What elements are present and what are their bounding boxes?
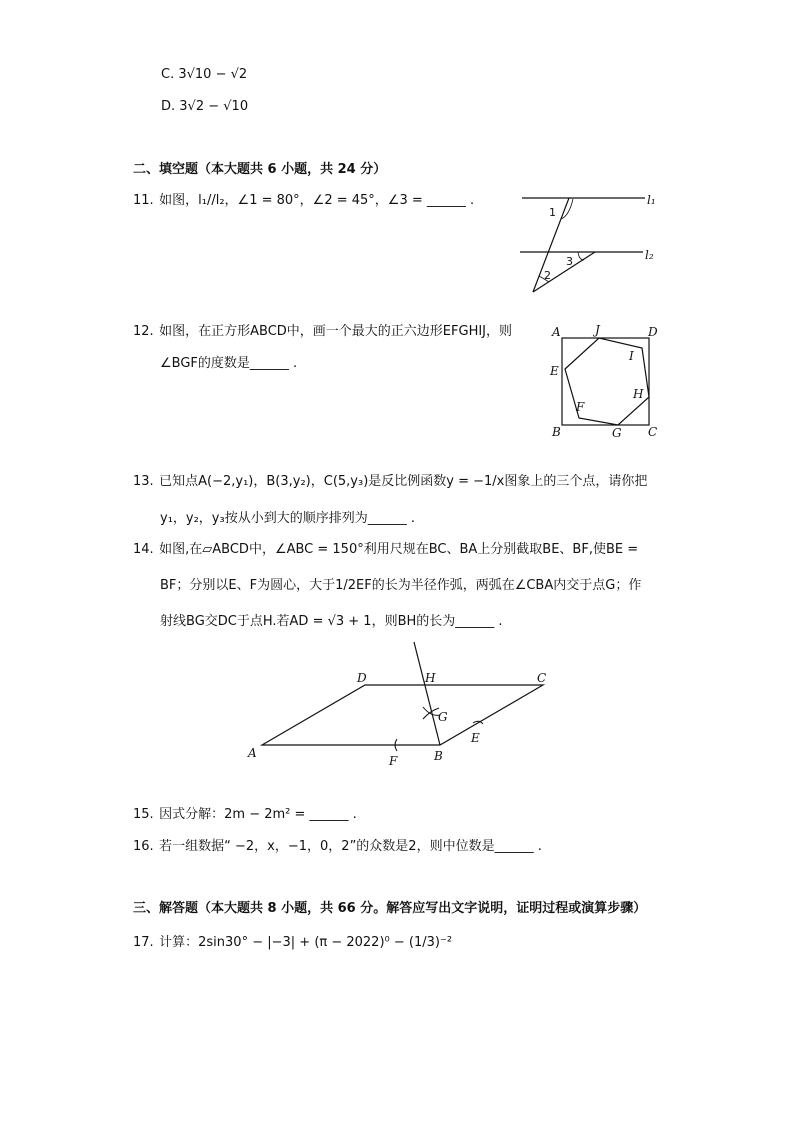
label-I: I (629, 349, 634, 363)
label-A: A (552, 325, 561, 339)
question-text-line-1: 如图,在▱ABCD中，∠ABC = 150°利用尺规在BC、BA上分别截取BE、BF,使BE = (159, 542, 639, 557)
label-G: G (438, 710, 448, 724)
question-number: 12. (133, 324, 154, 339)
angle-3-arc (578, 252, 584, 260)
question-text-line-1: 如图，在正方形ABCD中，画一个最大的正六边形EFGHIJ，则 (159, 324, 513, 339)
question-14-line-2: BF；分别以E、F为圆心，大于1/2EF的长为半径作弧，两弧在∠CBA内交于点G；作 (160, 578, 642, 593)
label-H: H (425, 671, 436, 685)
q14-figure (240, 635, 560, 770)
label-l2: l₂ (645, 248, 654, 262)
question-13 (133, 473, 647, 491)
label-A: A (248, 746, 257, 760)
label-C: C (648, 425, 658, 439)
question-13-line-2: y₁，y₂，y₃按从小到大的顺序排列为______ . (160, 511, 415, 526)
question-number: 11. (133, 193, 154, 208)
label-angle-1: 1 (549, 206, 556, 219)
question-number: 17. (133, 935, 154, 950)
label-angle-2: 2 (544, 269, 551, 282)
question-11 (133, 192, 474, 210)
section-3-heading: 三、解答题（本大题共 8 小题，共 66 分。解答应写出文字说明，证明过程或演算步骤） (133, 901, 647, 916)
question-17 (133, 934, 452, 952)
label-F: F (389, 754, 398, 768)
question-12 (133, 323, 512, 341)
q11-figure (515, 188, 665, 296)
label-F: F (576, 400, 585, 414)
question-15 (133, 806, 357, 824)
parallelogram-abcd (262, 685, 543, 745)
question-text: 若一组数据“ −2，x，−1，0，2”的众数是2，则中位数是______ . (159, 839, 542, 854)
label-B: B (552, 425, 561, 439)
question-text-line-1: 已知点A(−2,y₁)，B(3,y₂)，C(5,y₃)是反比例函数y = −1/x图象上的三个点，请你把 (159, 474, 648, 489)
question-text: 计算：2sin30° − |−3| + (π − 2022)⁰ − (1/3)⁻² (159, 935, 453, 950)
ray-bg (414, 642, 440, 745)
question-14-line-3: 射线BG交DC于点H.若AD = √3 + 1，则BH的长为______ . (160, 614, 503, 629)
question-number: 15. (133, 807, 154, 822)
option-d: D. 3√2 − √10 (161, 99, 249, 114)
label-G: G (612, 426, 622, 440)
q12-figure (545, 320, 670, 442)
question-number: 13. (133, 474, 154, 489)
label-D: D (648, 325, 658, 339)
question-text: 如图，l₁//l₂，∠1 = 80°，∠2 = 45°，∠3 = ______ . (159, 193, 475, 208)
label-E: E (471, 731, 480, 745)
label-C: C (537, 671, 547, 685)
question-16 (133, 838, 542, 856)
label-E: E (550, 364, 559, 378)
question-number: 16. (133, 839, 154, 854)
label-B: B (434, 749, 443, 763)
question-14 (133, 541, 638, 559)
section-2-heading: 二、填空题（本大题共 6 小题，共 24 分） (133, 162, 387, 177)
label-l1: l₁ (647, 193, 656, 207)
label-angle-3: 3 (566, 255, 573, 268)
question-12-line-2: ∠BGF的度数是______ . (160, 356, 298, 371)
question-text: 因式分解：2m − 2m² = ______ . (159, 807, 357, 822)
label-J: J (595, 323, 600, 337)
slanted-line (533, 252, 595, 292)
option-c: C. 3√10 − √2 (161, 67, 248, 82)
question-number: 14. (133, 542, 154, 557)
label-D: D (357, 671, 367, 685)
label-H: H (633, 387, 644, 401)
